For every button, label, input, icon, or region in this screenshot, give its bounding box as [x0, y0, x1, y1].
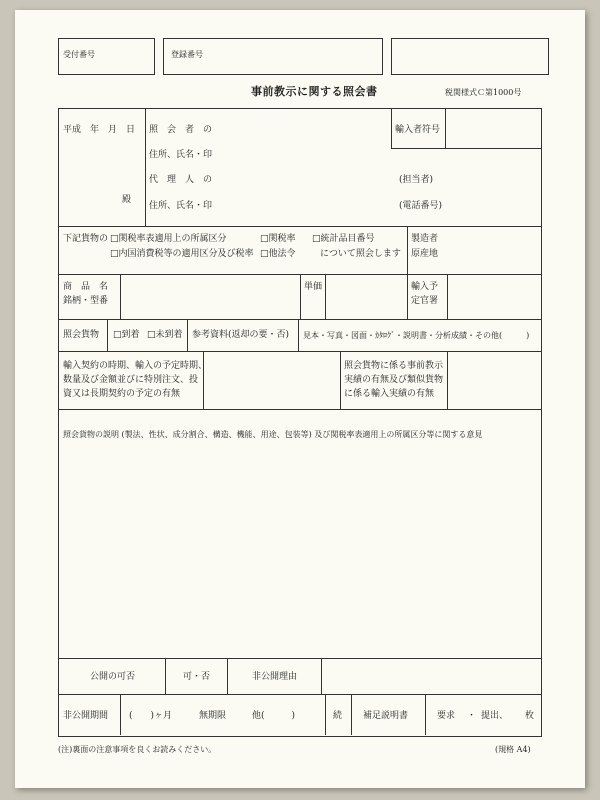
- blank-header-box: [391, 38, 549, 75]
- import-plan-line-3: 資又は長期契約の予定の有無: [63, 389, 181, 399]
- divider: [407, 274, 408, 319]
- period-indefinite[interactable]: 無期限: [199, 711, 227, 721]
- divider: [120, 274, 121, 319]
- divider: [58, 694, 541, 695]
- divider: [58, 658, 541, 659]
- disclosure-yes-no[interactable]: 可・否: [183, 672, 211, 682]
- description-area[interactable]: [59, 445, 539, 657]
- inquiry-intro: 下記貨物の: [63, 234, 109, 244]
- nondisclosure-reason-label: 非公開理由: [252, 672, 298, 682]
- divider: [203, 351, 204, 409]
- divider: [325, 274, 326, 319]
- sample-label: 照会貨物: [63, 330, 100, 340]
- divider: [227, 658, 228, 694]
- period-months[interactable]: ( )ヶ月: [129, 711, 173, 721]
- divider: [445, 108, 446, 148]
- supplement-request[interactable]: 要求: [437, 711, 456, 721]
- phone-label: (電話番号): [399, 201, 443, 211]
- divider: [298, 319, 299, 351]
- agent-address-name: 住所、氏名・印: [149, 201, 213, 211]
- option-other-laws[interactable]: □ 他法令: [260, 249, 296, 260]
- divider: [447, 274, 448, 319]
- materials-list[interactable]: 見本・写真・図面・ｶﾀﾛｸﾞ・説明書・分析成績・その他( ): [303, 331, 530, 340]
- prior-ruling-line-1: 照会貨物に係る事前教示: [344, 361, 444, 371]
- supplement-submit[interactable]: 提出、: [481, 711, 509, 721]
- divider: [321, 658, 322, 694]
- divider: [391, 108, 392, 148]
- register-no-label: 登録番号: [171, 50, 203, 59]
- supplement-sheets: 枚: [525, 711, 535, 721]
- supplement-label: 補足説明書: [363, 711, 409, 721]
- inquiry-closing: について照会します: [320, 249, 401, 259]
- brand-model-label: 銘柄・型番: [63, 296, 109, 306]
- divider: [391, 148, 541, 149]
- divider: [351, 694, 352, 735]
- divider: [325, 694, 326, 735]
- option-arrived[interactable]: □ 到着: [113, 330, 140, 341]
- option-statistical-code[interactable]: □ 統計品目番号: [312, 234, 375, 245]
- divider: [58, 409, 541, 410]
- form-title: 事前教示に関する照会書: [251, 85, 378, 98]
- divider: [425, 694, 426, 735]
- importer-code-label: 輸入者符号: [395, 125, 441, 135]
- date-field[interactable]: 平成 年 月 日: [63, 125, 136, 135]
- divider: [407, 226, 408, 274]
- divider: [145, 108, 146, 226]
- option-domestic-tax[interactable]: □ 内国消費税等の適用区分及び税率: [110, 249, 254, 260]
- description-label: 照会貨物の説明 (製法、性状、成分割合、構造、機能、用途、包装等) 及び関税率表適用上の所属区分等に関する意見: [63, 430, 483, 439]
- inquirer-label: 照 会 者 の: [149, 125, 213, 135]
- divider: [107, 319, 108, 351]
- continued-label: 続: [333, 711, 343, 721]
- product-name-label: 商 品 名: [63, 282, 109, 292]
- option-tariff-rate[interactable]: □ 関税率: [260, 234, 296, 245]
- divider: [120, 694, 121, 735]
- import-office-label-2: 定官署: [411, 296, 439, 306]
- disclosure-label: 公開の可否: [90, 672, 136, 682]
- agent-label: 代 理 人 の: [149, 175, 213, 185]
- import-office-label-1: 輸入予: [411, 282, 439, 292]
- contact-person-label: (担当者): [399, 175, 434, 185]
- divider: [340, 351, 341, 409]
- divider: [187, 319, 188, 351]
- inquirer-address-name: 住所、氏名・印: [149, 150, 213, 160]
- paper-size: (規格 A4): [495, 745, 531, 754]
- divider: [165, 658, 166, 694]
- import-plan-line-2: 数量及び金額並びに特別注文、投: [63, 375, 199, 385]
- prior-ruling-line-3: に係る輸入実績の有無: [344, 389, 435, 399]
- nondisclosure-period-label: 非公開期間: [63, 711, 109, 721]
- reference-return-label[interactable]: 参考資料(返却の要・否): [192, 330, 290, 340]
- origin-label: 原産地: [411, 249, 439, 259]
- manufacturer-label: 製造者: [411, 234, 439, 244]
- supplement-dot: ・: [467, 711, 477, 721]
- divider: [58, 226, 541, 227]
- unit-price-label: 単価: [304, 282, 323, 292]
- divider: [300, 274, 301, 319]
- import-plan-line-1: 輸入契約の時期、輸入の予定時期、: [63, 361, 208, 371]
- divider: [58, 351, 541, 352]
- prior-ruling-line-2: 実績の有無及び類似貨物: [344, 375, 444, 385]
- receipt-no-label: 受付番号: [63, 50, 95, 59]
- addressee-label: 殿: [122, 195, 132, 205]
- footer-note: (注)裏面の注意事項を良くお読みください。: [58, 745, 217, 754]
- option-tariff-classification[interactable]: □ 関税率表適用上の所属区分: [110, 234, 227, 245]
- form-sheet: [15, 10, 585, 788]
- divider: [447, 351, 448, 409]
- period-other[interactable]: 他( ): [252, 711, 296, 721]
- form-number: 税関様式Ｃ第1000号: [445, 88, 522, 97]
- option-not-arrived[interactable]: □ 未到着: [147, 330, 183, 341]
- divider: [58, 319, 541, 320]
